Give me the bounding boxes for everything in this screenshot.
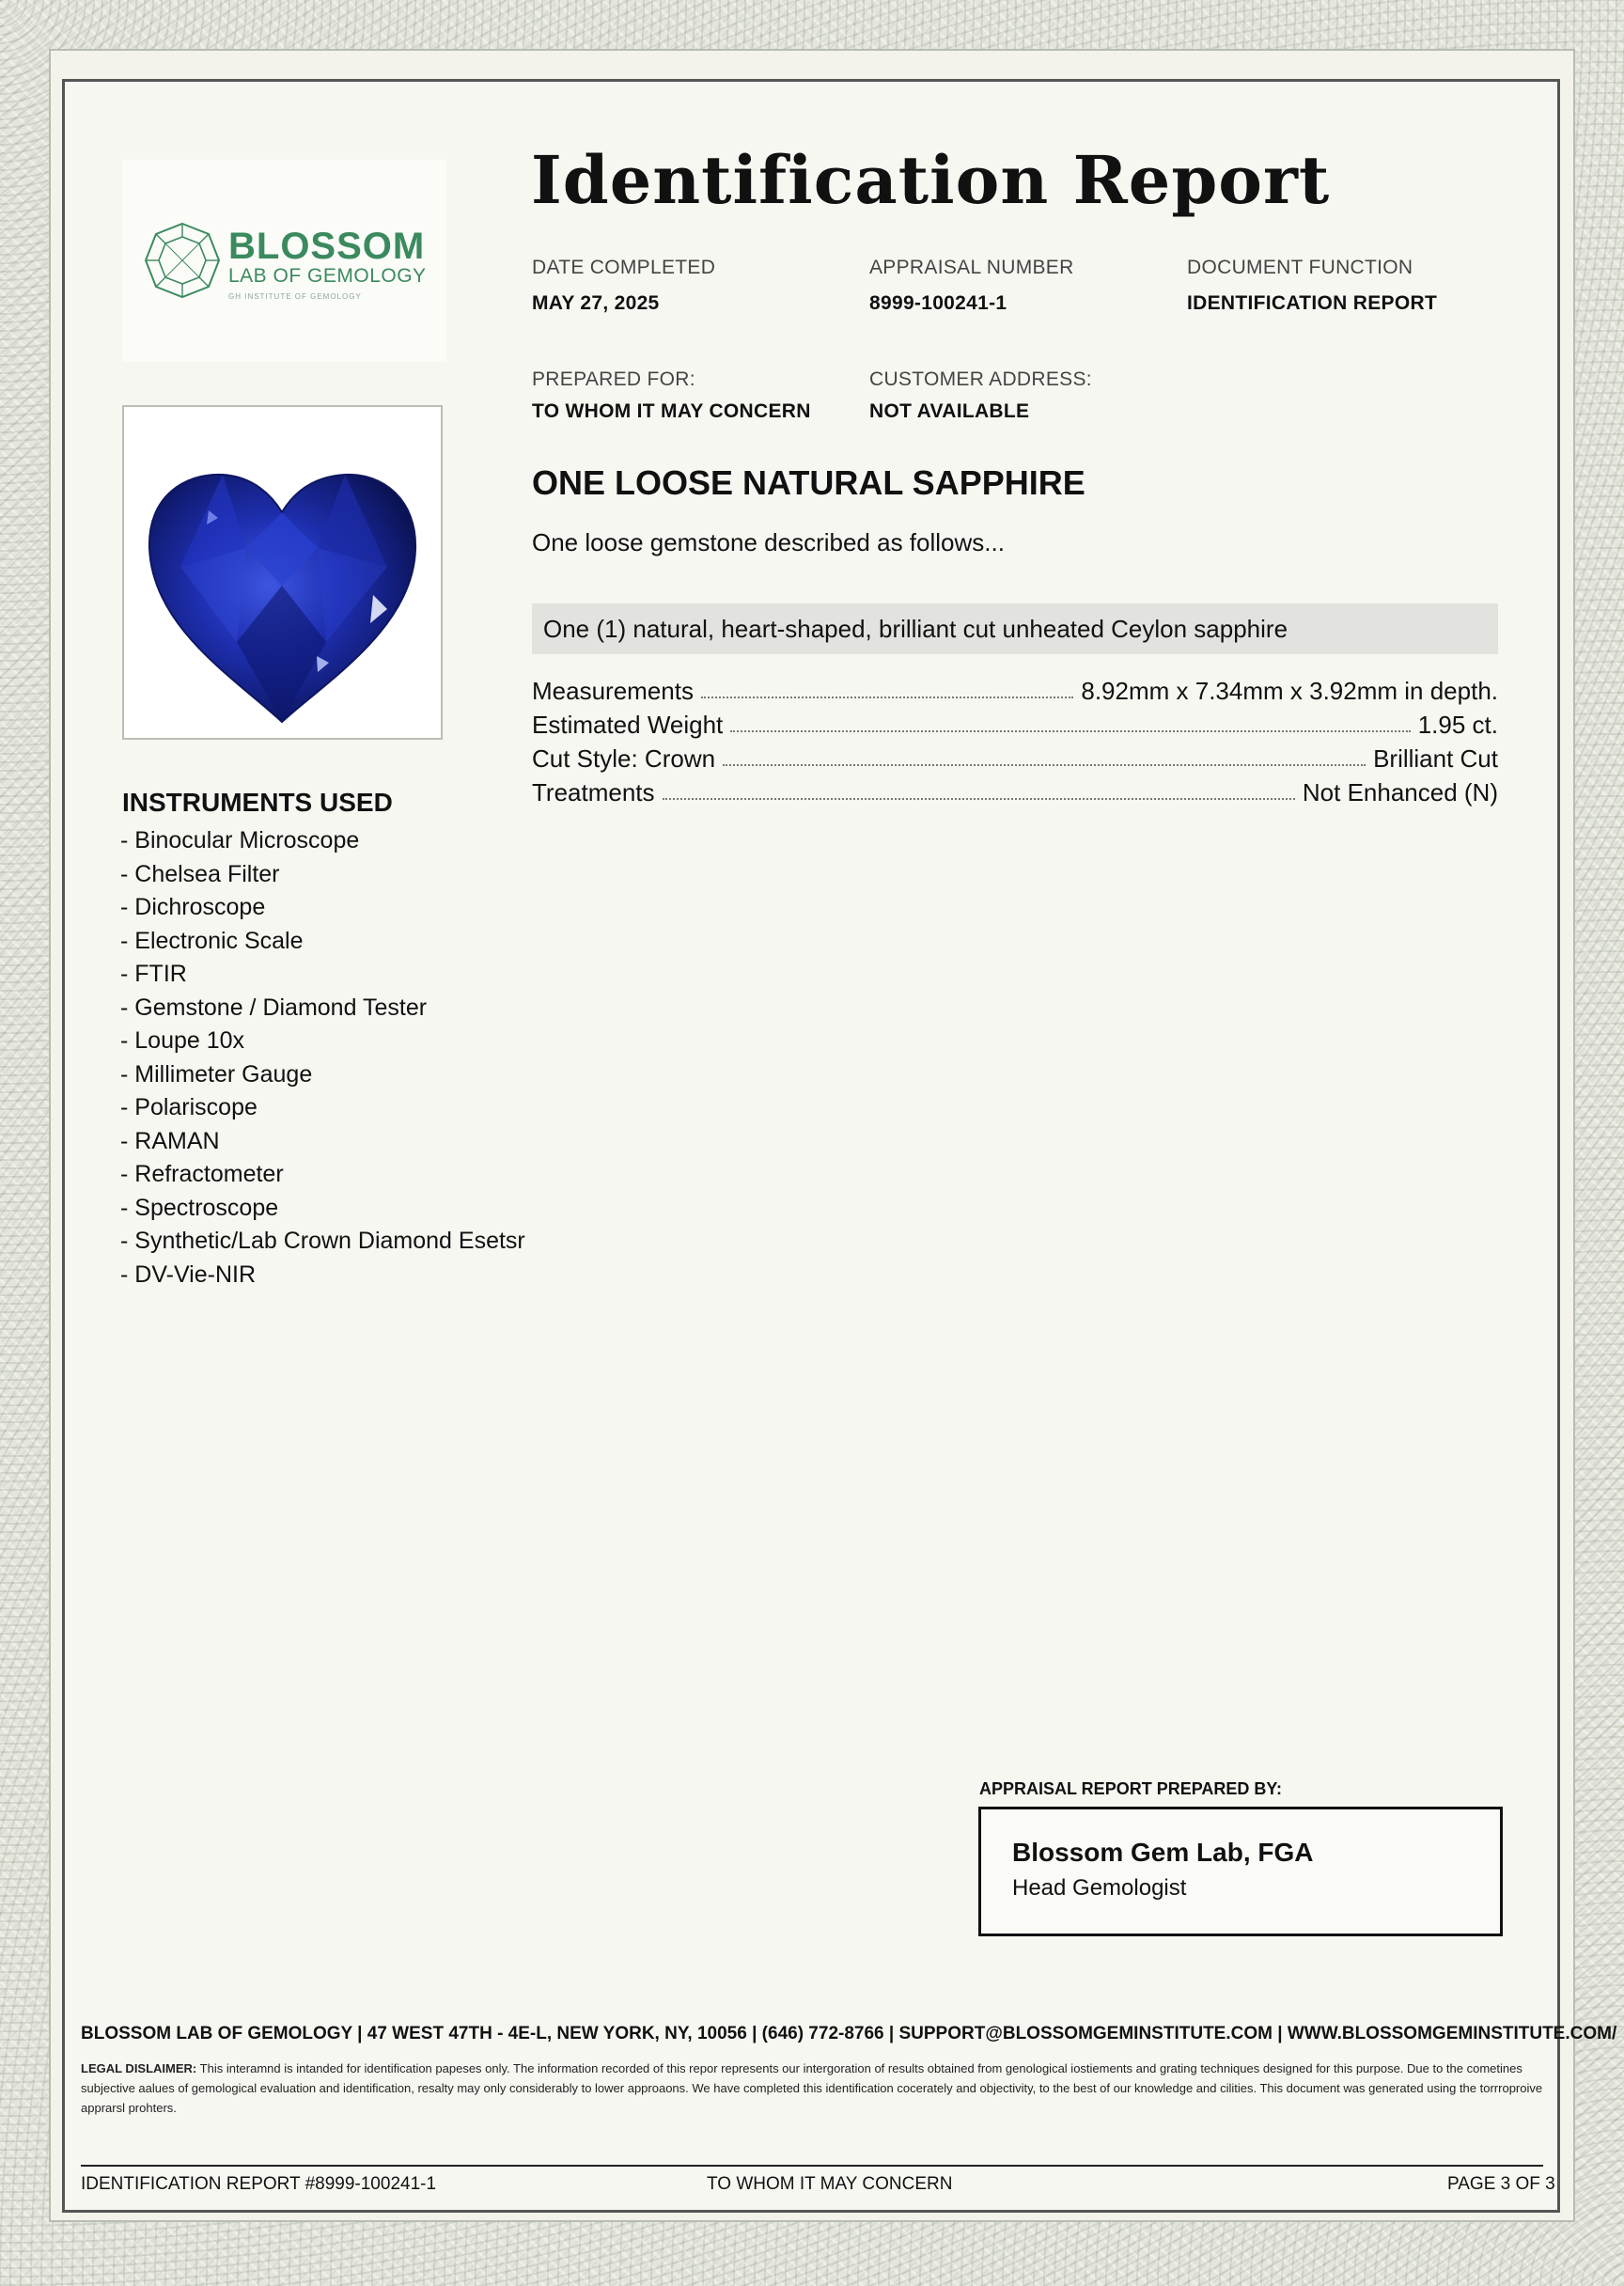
heart-sapphire-icon xyxy=(124,407,441,738)
instrument-item: - FTIR xyxy=(120,961,187,987)
footer-recipient: TO WHOM IT MAY CONCERN xyxy=(707,2174,953,2194)
instrument-item: - Chelsea Filter xyxy=(120,860,280,887)
spec-value: Not Enhanced (N) xyxy=(1302,778,1498,806)
logo-name: BLOSSOM xyxy=(228,226,426,267)
spec-leader xyxy=(730,730,1410,732)
spec-key: Cut Style: Crown xyxy=(532,744,716,773)
function-value: IDENTIFICATION REPORT xyxy=(1187,292,1438,314)
prepared-for-value: TO WHOM IT MAY CONCERN xyxy=(532,400,811,422)
spec-row-measurements xyxy=(532,672,1498,706)
contact-line: BLOSSOM LAB OF GEMOLOGY | 47 WEST 47TH - 4E-L, NEW YORK, NY, 10056 | (646) 772-8766 | SUPPORT@BLOSSOMGEMINSTITUTE.COM | WWW.BLOSSOMGEMINSTITUTE.COM/ xyxy=(81,2024,1617,2043)
logo-tagline: GH INSTITUTE OF GEMOLOGY xyxy=(228,292,362,301)
instrument-item: - Binocular Microscope xyxy=(120,827,360,853)
legal-label: LEGAL DISLAIMER: xyxy=(81,2061,197,2075)
instrument-item: - Dichroscope xyxy=(120,894,266,920)
date-label: DATE COMPLETED xyxy=(532,257,716,278)
legal-text: This interamnd is intanded for identification papeses only. The information recorded of this repor represents our intergoration of results obtained from genological iostiements and grating techniques designed for this purpose. Due to the cometines subjective aalues of gemological evaluation and identification, resalty may only considerably to lower approaons. We have completed this identification cocerately and objectivity, to the best of our knowledge and cilities. This document was generated using the torrroproive apprarsl prohters. xyxy=(81,2061,1543,2115)
appraisal-label: APPRAISAL NUMBER xyxy=(869,257,1074,278)
spec-leader xyxy=(701,697,1073,698)
instrument-item: - Polariscope xyxy=(120,1094,258,1120)
instrument-item: - Gemstone / Diamond Tester xyxy=(120,994,428,1021)
report-title: Identification Report xyxy=(531,141,1331,219)
prepared-for-label: PREPARED FOR: xyxy=(532,368,695,390)
appraisal-value: 8999-100241-1 xyxy=(869,292,1007,314)
gemologist-name: Blossom Gem Lab, FGA xyxy=(1012,1838,1314,1867)
instrument-item: - Spectroscope xyxy=(120,1194,279,1221)
spec-key: Treatments xyxy=(532,778,655,806)
gem-description: One (1) natural, heart-shaped, brilliant cut unheated Ceylon sapphire xyxy=(532,603,1498,654)
gem-heading: ONE LOOSE NATURAL SAPPHIRE xyxy=(532,463,1085,502)
instrument-item: - DV-Vie-NIR xyxy=(120,1260,257,1288)
footer-divider xyxy=(81,2165,1543,2167)
logo-subname: LAB OF GEMOLOGY xyxy=(228,265,427,287)
address-value: NOT AVAILABLE xyxy=(869,400,1030,422)
spec-value: Brilliant Cut xyxy=(1373,744,1498,773)
instrument-item: - Loupe 10x xyxy=(120,1027,245,1054)
instrument-item: - RAMAN xyxy=(120,1127,220,1154)
footer-report-number: IDENTIFICATION REPORT #8999-100241-1 xyxy=(81,2174,437,2194)
spec-key: Estimated Weight xyxy=(532,711,724,739)
instrument-item: - Electronic Scale xyxy=(120,927,304,954)
logo-panel xyxy=(122,160,446,362)
spec-row-cut xyxy=(532,740,1498,774)
spec-value: 8.92mm x 7.34mm x 3.92mm in depth. xyxy=(1081,677,1498,705)
legal-disclaimer xyxy=(81,2059,1547,2118)
diamond-logo-icon xyxy=(144,222,221,299)
spec-row-weight xyxy=(532,706,1498,740)
spec-row-treatments xyxy=(532,774,1498,807)
gem-intro: One loose gemstone described as follows... xyxy=(532,528,1005,556)
address-label: CUSTOMER ADDRESS: xyxy=(869,368,1092,390)
function-label: DOCUMENT FUNCTION xyxy=(1187,257,1413,278)
prepared-by-label: APPRAISAL REPORT PREPARED BY: xyxy=(979,1779,1283,1798)
page-number: PAGE 3 OF 3 xyxy=(1447,2174,1555,2194)
instrument-item: - Millimeter Gauge xyxy=(120,1060,313,1088)
gemologist-role: Head Gemologist xyxy=(1012,1875,1187,1901)
spec-leader xyxy=(663,798,1295,800)
prepared-by-box xyxy=(978,1807,1503,1936)
date-value: MAY 27, 2025 xyxy=(532,292,660,314)
spec-value: 1.95 ct. xyxy=(1417,711,1498,739)
instrument-item: - Refractometer xyxy=(120,1161,284,1187)
spec-key: Measurements xyxy=(532,677,694,705)
gem-photo xyxy=(122,405,443,740)
instruments-title: INSTRUMENTS USED xyxy=(122,788,393,817)
spec-leader xyxy=(723,764,1366,766)
instruments-list xyxy=(120,824,525,1292)
instrument-item: - Synthetic/Lab Crown Diamond Esetsr xyxy=(120,1228,525,1254)
